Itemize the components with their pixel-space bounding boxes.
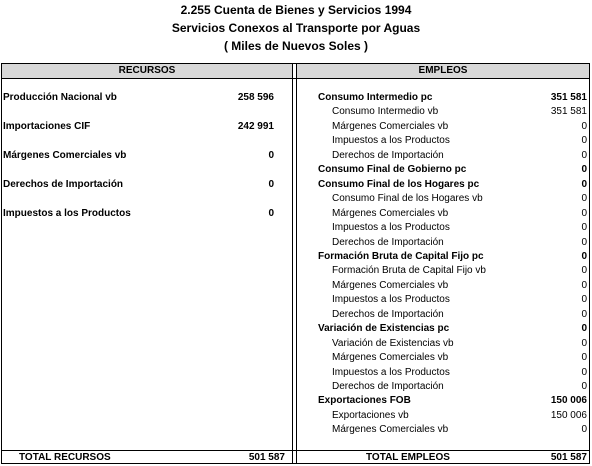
empleos-label: Márgenes Comerciales vb — [332, 352, 449, 364]
empleos-value: 0 — [581, 279, 587, 291]
empleos-label: Impuestos a los Productos — [332, 366, 450, 378]
empleos-label: Formación Bruta de Capital Fijo vb — [332, 265, 486, 277]
empleos-value: 0 — [581, 381, 587, 392]
empleos-value: 351 581 — [550, 106, 587, 118]
empleos-value: 351 581 — [550, 92, 587, 103]
total-recursos-label: TOTAL RECURSOS — [19, 452, 111, 463]
empleos-value: 0 — [581, 193, 587, 205]
recursos-value: 0 — [268, 179, 274, 190]
empleos-value: 0 — [581, 207, 587, 219]
total-recursos-value: 501 587 — [248, 452, 285, 463]
empleos-value: 0 — [581, 236, 587, 248]
empleos-value: 0 — [581, 366, 587, 378]
recursos-value: 0 — [268, 150, 274, 161]
empleos-label: Derechos de Importación — [332, 149, 444, 161]
empleos-label: Impuestos a los Productos — [332, 135, 450, 147]
empleos-value: 0 — [581, 294, 587, 306]
empleos-label: Impuestos a los Productos — [332, 222, 450, 234]
total-empleos-value: 501 587 — [550, 452, 587, 463]
empleos-label: Consumo Intermedio vb — [332, 106, 439, 118]
column-divider-right — [296, 63, 297, 464]
empleos-value: 0 — [581, 323, 587, 335]
empleos-label: Exportaciones FOB — [318, 395, 411, 407]
empleos-label: Derechos de Importación — [332, 236, 444, 248]
report-units: ( Miles de Nuevos Soles ) — [223, 39, 369, 53]
empleos-label: Derechos de Importación — [332, 381, 444, 392]
recursos-value: 258 596 — [237, 92, 274, 103]
empleos-value: 0 — [581, 149, 587, 161]
empleos-label: Variación de Existencias vb — [332, 337, 454, 349]
column-divider-left — [292, 63, 293, 464]
empleos-value: 0 — [581, 164, 587, 176]
recursos-label: Producción Nacional vb — [3, 92, 117, 103]
empleos-header: EMPLEOS — [297, 64, 589, 78]
total-empleos-label: TOTAL EMPLEOS — [366, 452, 450, 463]
empleos-label: Consumo Final de Gobierno pc — [318, 164, 467, 176]
empleos-value: 0 — [581, 120, 587, 132]
empleos-value: 0 — [581, 308, 587, 320]
empleos-value: 0 — [581, 337, 587, 349]
report-title: 2.255 Cuenta de Bienes y Servicios 1994 — [180, 3, 412, 17]
recursos-value: 242 991 — [237, 121, 274, 132]
recursos-value: 0 — [268, 208, 274, 219]
empleos-label: Márgenes Comerciales vb — [332, 424, 449, 436]
empleos-label: Márgenes Comerciales vb — [332, 279, 449, 291]
report-subtitle: Servicios Conexos al Transporte por Aguas — [171, 21, 421, 35]
empleos-label: Consumo Intermedio pc — [318, 92, 433, 103]
recursos-label: Márgenes Comerciales vb — [3, 150, 127, 161]
recursos-label: Importaciones CIF — [3, 121, 91, 132]
empleos-label: Variación de Existencias pc — [318, 323, 450, 335]
empleos-value: 0 — [581, 265, 587, 277]
empleos-label: Márgenes Comerciales vb — [332, 207, 449, 219]
empleos-label: Consumo Final de los Hogares pc — [318, 178, 480, 190]
empleos-value: 0 — [581, 222, 587, 234]
empleos-value: 0 — [581, 250, 587, 262]
empleos-value: 0 — [581, 352, 587, 364]
empleos-value: 0 — [581, 135, 587, 147]
empleos-label: Consumo Final de los Hogares vb — [332, 193, 483, 205]
recursos-label: Derechos de Importación — [3, 179, 124, 190]
empleos-label: Derechos de Importación — [332, 308, 444, 320]
empleos-value: 0 — [581, 424, 587, 436]
empleos-value: 150 006 — [550, 409, 587, 421]
recursos-header: RECURSOS — [2, 64, 292, 78]
recursos-label: Impuestos a los Productos — [3, 208, 131, 219]
empleos-label: Márgenes Comerciales vb — [332, 120, 449, 132]
empleos-label: Formación Bruta de Capital Fijo pc — [318, 250, 484, 262]
empleos-label: Impuestos a los Productos — [332, 294, 450, 306]
empleos-value: 0 — [581, 178, 587, 190]
empleos-value: 150 006 — [550, 395, 587, 407]
empleos-label: Exportaciones vb — [332, 409, 409, 421]
